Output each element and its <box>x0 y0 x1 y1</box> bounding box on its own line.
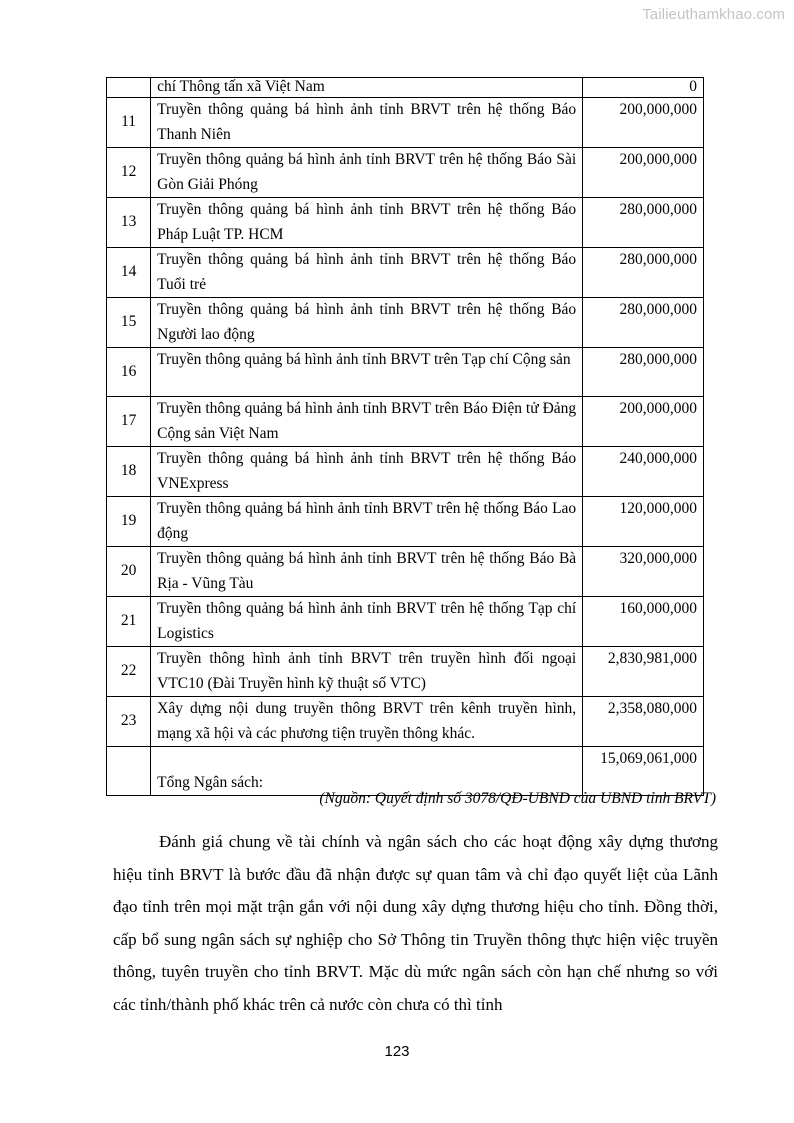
table-row <box>107 697 704 747</box>
row-description-cell: chí Thông tấn xã Việt Nam <box>151 78 583 98</box>
total-label: Tổng Ngân sách: <box>157 773 264 791</box>
row-amount-cell: 280,000,000 <box>583 348 704 397</box>
row-number-cell: 15 <box>107 298 151 348</box>
row-amount-cell: 2,830,981,000 <box>583 647 704 697</box>
row-number-cell <box>107 78 151 98</box>
row-number-cell: 19 <box>107 497 151 547</box>
row-number-cell: 12 <box>107 148 151 198</box>
total-label-cell <box>151 747 583 796</box>
row-amount-cell: 2,358,080,000 <box>583 697 704 747</box>
row-description-cell: Truyền thông quảng bá hình ảnh tỉnh BRVT trên hệ thống Báo Thanh Niên <box>151 98 583 148</box>
table-row <box>107 597 704 647</box>
row-description-cell: Truyền thông quảng bá hình ảnh tỉnh BRVT trên Báo Điện tử Đảng Cộng sản Việt Nam <box>151 397 583 447</box>
watermark: Tailieuthamkhao.com <box>642 6 785 23</box>
table-row <box>107 497 704 547</box>
row-number-cell: 16 <box>107 348 151 397</box>
row-number-cell: 13 <box>107 198 151 248</box>
table-row <box>107 148 704 198</box>
table-row <box>107 198 704 248</box>
row-amount-cell: 200,000,000 <box>583 397 704 447</box>
row-description-cell: Truyền thông quảng bá hình ảnh tỉnh BRVT trên hệ thống Báo Tuổi trẻ <box>151 248 583 298</box>
row-amount-cell: 280,000,000 <box>583 248 704 298</box>
table-row <box>107 298 704 348</box>
page-number: 123 <box>384 1043 410 1060</box>
row-description-cell: Truyền thông quảng bá hình ảnh tỉnh BRVT trên hệ thống Báo Bà Rịa - Vũng Tàu <box>151 547 583 597</box>
row-amount-cell: 280,000,000 <box>583 298 704 348</box>
row-number-cell: 14 <box>107 248 151 298</box>
table-row <box>107 397 704 447</box>
row-description-cell: Truyền thông quảng bá hình ảnh tỉnh BRVT trên hệ thống Báo Người lao động <box>151 298 583 348</box>
body-paragraph: Đánh giá chung về tài chính và ngân sách cho các hoạt động xây dựng thương hiệu tỉnh BRVT là bước đầu đã nhận được sự quan tâm và chỉ đạo quyết liệt của Lãnh đạo tỉnh trên mọi mặt trận gắn với nội dung xây dựng thương hiệu cho tỉnh. Đồng thời, cấp bổ sung ngân sách sự nghiệp cho Sở Thông tin Truyền thông thực hiện việc truyền thông, tuyên truyền cho tỉnh BRVT. Mặc dù mức ngân sách còn hạn chế nhưng so với các tỉnh/thành phố khác trên cả nước còn chưa có thì tỉnh <box>113 832 718 1014</box>
row-amount-cell: 0 <box>583 78 704 98</box>
row-amount-cell: 200,000,000 <box>583 98 704 148</box>
row-description-cell: Xây dựng nội dung truyền thông BRVT trên kênh truyền hình, mạng xã hội và các phương tiện truyền thông khác. <box>151 697 583 747</box>
row-amount-cell: 120,000,000 <box>583 497 704 547</box>
row-number-cell: 11 <box>107 98 151 148</box>
row-description-cell: Truyền thông quảng bá hình ảnh tỉnh BRVT trên hệ thống Báo Lao động <box>151 497 583 547</box>
row-amount-cell: 320,000,000 <box>583 547 704 597</box>
row-description-cell: Truyền thông hình ảnh tỉnh BRVT trên truyền hình đối ngoại VTC10 (Đài Truyền hình kỹ thuật số VTC) <box>151 647 583 697</box>
row-number-cell: 17 <box>107 397 151 447</box>
row-amount-cell: 200,000,000 <box>583 148 704 198</box>
source-note: (Nguồn: Quyết định số 3078/QĐ-UBND của UBND tỉnh BRVT) <box>319 790 716 807</box>
total-row <box>107 747 704 796</box>
row-amount-cell: 160,000,000 <box>583 597 704 647</box>
row-description-cell: Truyền thông quảng bá hình ảnh tỉnh BRVT trên hệ thống Báo Sài Gòn Giải Phóng <box>151 148 583 198</box>
table-row <box>107 447 704 497</box>
row-number-cell: 21 <box>107 597 151 647</box>
total-number-cell <box>107 747 151 796</box>
table-row <box>107 78 704 98</box>
row-amount-cell: 240,000,000 <box>583 447 704 497</box>
row-number-cell: 18 <box>107 447 151 497</box>
row-number-cell: 20 <box>107 547 151 597</box>
row-number-cell: 23 <box>107 697 151 747</box>
table-row <box>107 348 704 397</box>
table-row <box>107 248 704 298</box>
row-description-cell: Truyền thông quảng bá hình ảnh tỉnh BRVT trên hệ thống Báo VNExpress <box>151 447 583 497</box>
row-description-cell: Truyền thông quảng bá hình ảnh tỉnh BRVT trên Tạp chí Cộng sản <box>151 348 583 397</box>
table-row <box>107 647 704 697</box>
total-amount-cell: 15,069,061,000 <box>583 747 704 796</box>
row-number-cell: 22 <box>107 647 151 697</box>
row-description-cell: Truyền thông quảng bá hình ảnh tỉnh BRVT trên hệ thống Tạp chí Logistics <box>151 597 583 647</box>
row-amount-cell: 280,000,000 <box>583 198 704 248</box>
row-description-cell: Truyền thông quảng bá hình ảnh tỉnh BRVT trên hệ thống Báo Pháp Luật TP. HCM <box>151 198 583 248</box>
budget-table <box>106 77 704 796</box>
table-row <box>107 547 704 597</box>
table-row <box>107 98 704 148</box>
